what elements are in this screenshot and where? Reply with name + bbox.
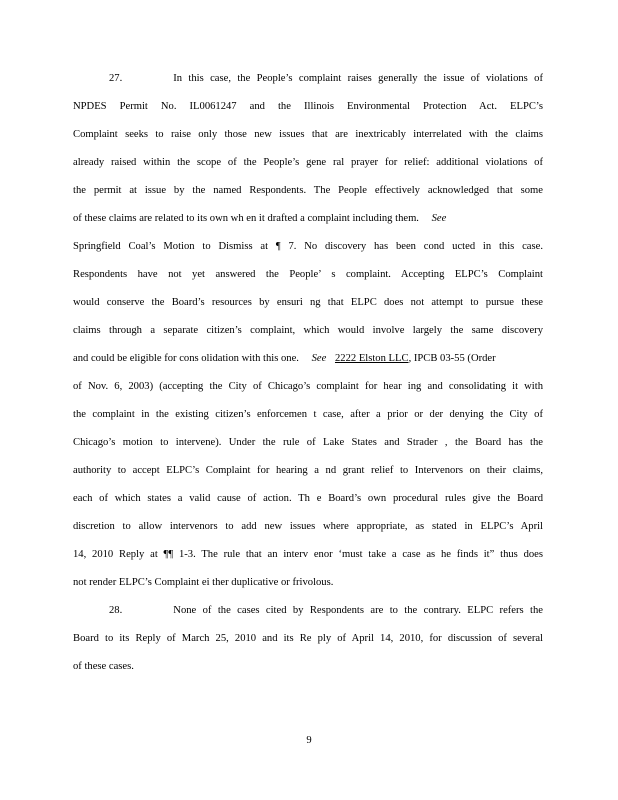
para-27-line-6 — [73, 212, 543, 225]
see-signal-2: See — [311, 353, 327, 364]
para-27-line-9: would conserve the Board’s resources by ensuri ng that ELPC does not attempt to pursue these — [73, 297, 543, 308]
para-27-line-14: Chicago’s motion to intervene). Under the rule of Lake States and Strader , the Board has the — [73, 437, 543, 448]
para-27-line-7: Springfield Coal’s Motion to Dismiss at ¶ 7. No discovery has been cond ucted in this case. — [73, 241, 543, 252]
citation-tail: , IPCB 03-55 (Order — [408, 353, 496, 364]
para-27-line-10: claims through a separate citizen’s complaint, which would involve largely the same discovery — [73, 325, 543, 336]
para-27-line-2: NPDES Permit No. IL0061247 and the Illinois Environmental Protection Act. ELPC’s — [73, 101, 543, 112]
para-27-line-4: already raised within the scope of the People’s gene ral prayer for relief: additional violations of — [73, 157, 543, 168]
para-27-line-8: Respondents have not yet answered the People’ s complaint. Accepting ELPC’s Complaint — [73, 269, 543, 280]
para-27-line-11-text: and could be eligible for cons olidation with this one. — [73, 353, 299, 364]
para-27-line-1: 27. In this case, the People’s complaint raises generally the issue of violations of — [109, 73, 543, 84]
see-signal-1: See — [431, 213, 447, 224]
para-27-line-18: 14, 2010 Reply at ¶¶ 1-3. The rule that an interv enor ‘must take a case as he finds it” thus does — [73, 549, 543, 560]
para-27-line-19: not render ELPC’s Complaint ei ther duplicative or frivolous. — [73, 577, 334, 588]
page-number: 9 — [306, 735, 312, 746]
para-27-line-11 — [73, 352, 543, 365]
para-27-line-16: each of which states a valid cause of action. Th e Board’s own procedural rules give the Board — [73, 493, 543, 504]
para-27-line-6-text: of these claims are related to its own wh en it drafted a complaint including them. — [73, 213, 419, 224]
para-27-line-17: discretion to allow intervenors to add new issues where appropriate, as stated in ELPC’s April — [73, 521, 543, 532]
para-28-line-2: Board to its Reply of March 25, 2010 and its Re ply of April 14, 2010, for discussion of several — [73, 633, 543, 644]
para-27-line-5: the permit at issue by the named Respondents. The People effectively acknowledged that some — [73, 185, 543, 196]
para-28-line-1: 28. None of the cases cited by Respondents are to the contrary. ELPC refers the — [109, 605, 543, 616]
para-27-line-13: the complaint in the existing citizen’s enforcemen t case, after a prior or der denying the City of — [73, 409, 543, 420]
case-citation-2222-elston: 2222 Elston LLC — [334, 353, 409, 364]
para-28-line-3: of these cases. — [73, 661, 134, 672]
para-27-line-12: of Nov. 6, 2003) (accepting the City of Chicago’s complaint for hear ing and consolidating it with — [73, 381, 543, 392]
para-27-line-15: authority to accept ELPC’s Complaint for hearing a nd grant relief to Intervenors on their claims, — [73, 465, 543, 476]
para-27-line-3: Complaint seeks to raise only those new issues that are inextricably interrelated with the claims — [73, 129, 543, 140]
